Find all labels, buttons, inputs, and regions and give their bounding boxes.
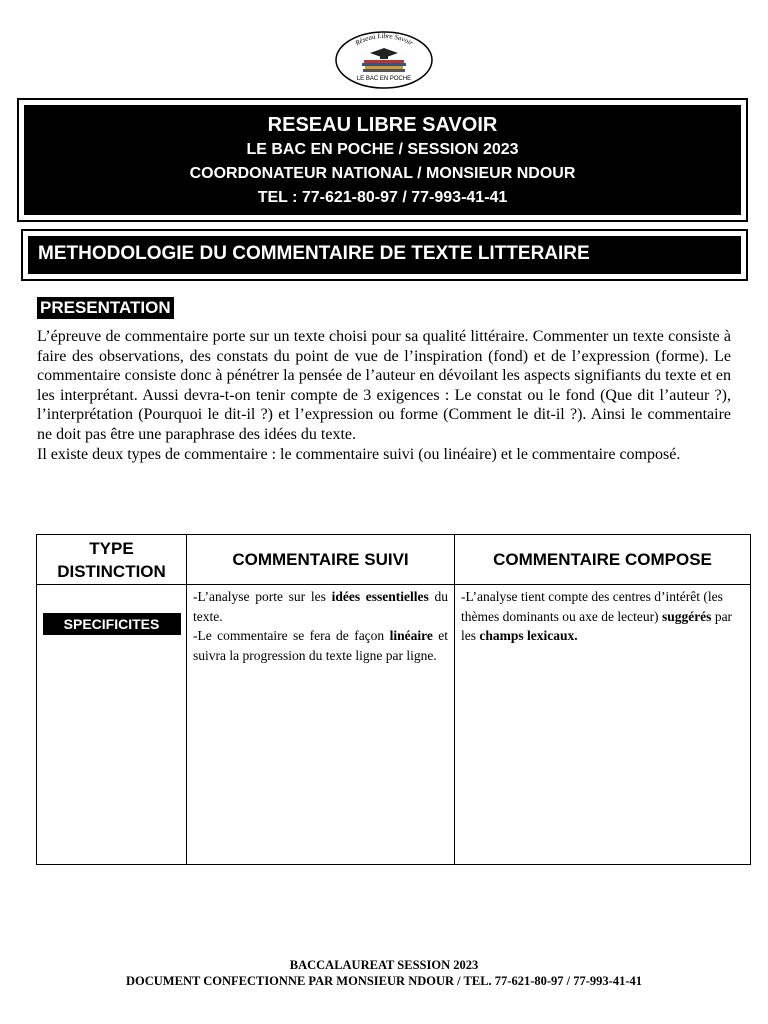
compose-bold-b: suggérés (661, 608, 712, 624)
compose-point-1 (461, 587, 744, 646)
footer-line-1: BACCALAUREAT SESSION 2023 (289, 958, 479, 972)
suivi-cell (187, 585, 455, 865)
suivi-p1-text-a: -L’analyse porte sur les (193, 589, 332, 604)
page-footer (0, 957, 768, 989)
suivi-p2-text-a: -Le commentaire se fera de façon (193, 628, 390, 643)
compose-text-c: par les (461, 608, 733, 643)
logo (334, 30, 434, 90)
presentation-text (37, 327, 731, 464)
title-box (21, 229, 748, 281)
header-box (17, 98, 748, 222)
logo-arc-text: Réseau Libre Savoir (353, 31, 415, 48)
logo-graphic (334, 30, 434, 90)
compose-text-a: -L’analyse tient compte des centres d’intérêt (les thèmes dominants ou axe de lecteur) (461, 589, 723, 624)
suivi-p2-bold: linéaire (389, 628, 433, 643)
header-type-distinction (37, 535, 187, 585)
header-session: LE BAC EN POCHE / SESSION 2023 (246, 141, 519, 158)
footer-line-2: DOCUMENT CONFECTIONNE PAR MONSIEUR NDOUR / TEL. 77-621-80-97 / 77-993-41-41 (126, 974, 642, 988)
header-commentaire-compose: COMMENTAIRE COMPOSE (455, 535, 751, 585)
table-row-specificites (37, 585, 751, 865)
presentation-paragraph-2: Il existe deux types de commentaire : le commentaire suivi (ou linéaire) et le commentaire composé. (37, 445, 681, 463)
comparison-table (36, 534, 751, 865)
suivi-point-2 (193, 626, 448, 665)
header-type-line2: DISTINCTION (57, 561, 166, 581)
header-coordinator: COORDONATEUR NATIONAL / MONSIEUR NDOUR (189, 165, 576, 182)
header-banner (24, 105, 741, 215)
presentation-paragraph-1: L’épreuve de commentaire porte sur un texte choisi pour sa qualité littéraire. Commenter un texte consiste à faire des observations, des constats du point de vue de l’inspiration (fond) et de l’expression (forme). Le commentaire consiste donc à pénétrer la pensée de l’auteur en dévoilant les aspects signifiants du texte et en les interprétant. Aussi devra-t-on tenir compte de 3 exigences : Le constat ou le fond (Que dit l’auteur ?), l’interprétation (Pourquoi le dit-il ?) et l’expression ou forme (Comment le dit-il ?). Ainsi le commentaire ne doit pas être une paraphrase des idées du texte. (37, 328, 731, 443)
row-label-cell (37, 585, 187, 865)
logo-bottom-text: LE BAC EN POCHE (356, 76, 412, 82)
header-type-line1: TYPE (89, 538, 134, 558)
header-phone: TEL : 77-621-80-97 / 77-993-41-41 (257, 189, 508, 206)
suivi-p1-text-c: du texte. (193, 589, 448, 624)
presentation-label: PRESENTATION (37, 297, 174, 319)
table-header-row (37, 535, 751, 585)
compose-bold-d: champs lexicaux. (479, 628, 578, 643)
specificites-badge: SPECIFICITES (43, 613, 181, 635)
compose-cell (455, 585, 751, 865)
header-commentaire-suivi: COMMENTAIRE SUIVI (187, 535, 455, 585)
page-title: METHODOLOGIE DU COMMENTAIRE DE TEXTE LITTERAIRE (28, 236, 741, 274)
suivi-p2-text-c: et suivra la progression du texte ligne par ligne. (193, 628, 448, 663)
header-org-name: RESEAU LIBRE SAVOIR (267, 114, 498, 136)
suivi-point-1 (193, 587, 448, 626)
suivi-p1-bold: idées essentielles (331, 589, 429, 604)
